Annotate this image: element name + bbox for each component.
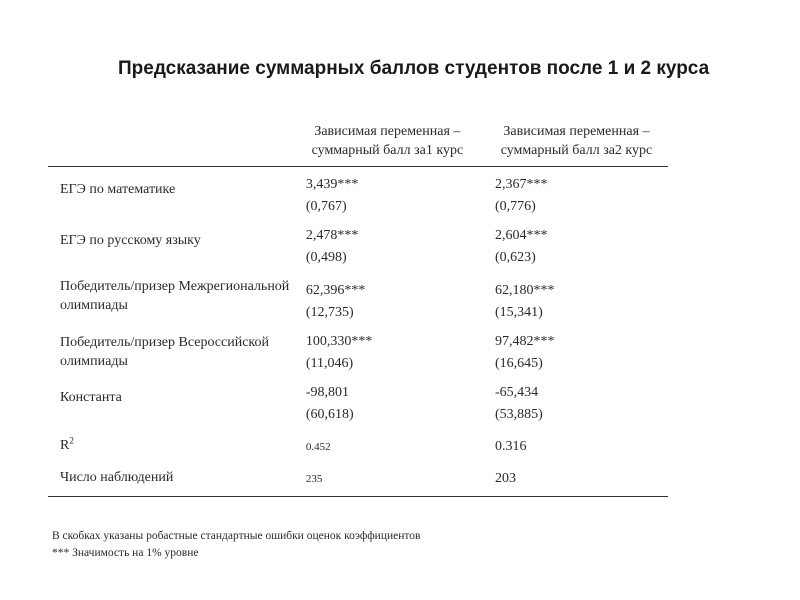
standard-error: (53,885) <box>494 407 543 422</box>
row-label: Константа <box>60 390 122 405</box>
r-squared-superscript: 2 <box>69 435 74 446</box>
observations-course-2: 203 <box>479 459 668 497</box>
table-row <box>48 270 668 325</box>
stub-header <box>48 118 296 167</box>
coefficient: 100,330*** <box>305 334 373 349</box>
table-row <box>48 376 668 427</box>
footnote-significance: *** Значимость на 1% уровне <box>52 547 199 559</box>
r-squared-row <box>48 427 668 459</box>
coefficient: 2,604*** <box>494 228 548 243</box>
cell-course-1 <box>296 325 479 376</box>
footnote-robust-se: В скобках указаны робастные стандартные ошибки оценок коэффициентов <box>52 530 421 542</box>
standard-error: (11,046) <box>305 356 354 371</box>
cell-course-1 <box>296 376 479 427</box>
standard-error: (0,623) <box>494 250 536 265</box>
table-row <box>48 167 668 220</box>
standard-error: (16,645) <box>494 356 543 371</box>
column-header-course-2: Зависимая переменная – суммарный балл за2 курс <box>479 118 668 167</box>
slide-title: Предсказание суммарных баллов студентов после 1 и 2 курса <box>118 58 710 79</box>
standard-error: (0,498) <box>305 250 347 265</box>
coefficient: -65,434 <box>494 385 539 400</box>
cell-course-2 <box>479 219 668 270</box>
observations-row <box>48 459 668 497</box>
coefficient: 2,478*** <box>305 228 359 243</box>
r-squared-course-1: 0.452 <box>305 441 331 453</box>
regression-table <box>48 118 668 497</box>
cell-course-1 <box>296 219 479 270</box>
r-squared-label: $R^2$ <box>60 435 74 453</box>
row-label: Победитель/призер Межрегиональной олимпиады <box>60 279 290 313</box>
coefficient: 97,482*** <box>494 334 555 349</box>
footnotes <box>52 528 420 562</box>
row-label: ЕГЭ по русскому языку <box>60 233 201 248</box>
coefficient: 3,439*** <box>305 177 359 192</box>
column-header-course-1: Зависимая переменная – суммарный балл за1 курс <box>296 118 479 167</box>
table-header-row <box>48 118 668 167</box>
cell-course-1 <box>296 167 479 220</box>
standard-error: (0,776) <box>494 199 536 214</box>
cell-course-2 <box>479 376 668 427</box>
cell-course-2 <box>479 167 668 220</box>
standard-error: (60,618) <box>305 407 354 422</box>
coefficient: 62,180*** <box>494 283 555 298</box>
cell-course-2 <box>479 325 668 376</box>
row-label: Победитель/призер Всероссийской олимпиады <box>60 335 270 369</box>
standard-error: (0,767) <box>305 199 347 214</box>
coefficient: 62,396*** <box>305 283 366 298</box>
coefficient: -98,801 <box>305 385 349 400</box>
cell-course-1 <box>296 270 479 325</box>
standard-error: (12,735) <box>305 305 354 320</box>
standard-error: (15,341) <box>494 305 543 320</box>
row-label: ЕГЭ по математике <box>60 182 176 197</box>
observations-label: Число наблюдений <box>48 459 296 497</box>
cell-course-2 <box>479 270 668 325</box>
r-squared-course-2: 0.316 <box>494 439 527 454</box>
table-row <box>48 219 668 270</box>
coefficient: 2,367*** <box>494 177 548 192</box>
observations-course-1: 235 <box>296 459 479 497</box>
table-row <box>48 325 668 376</box>
